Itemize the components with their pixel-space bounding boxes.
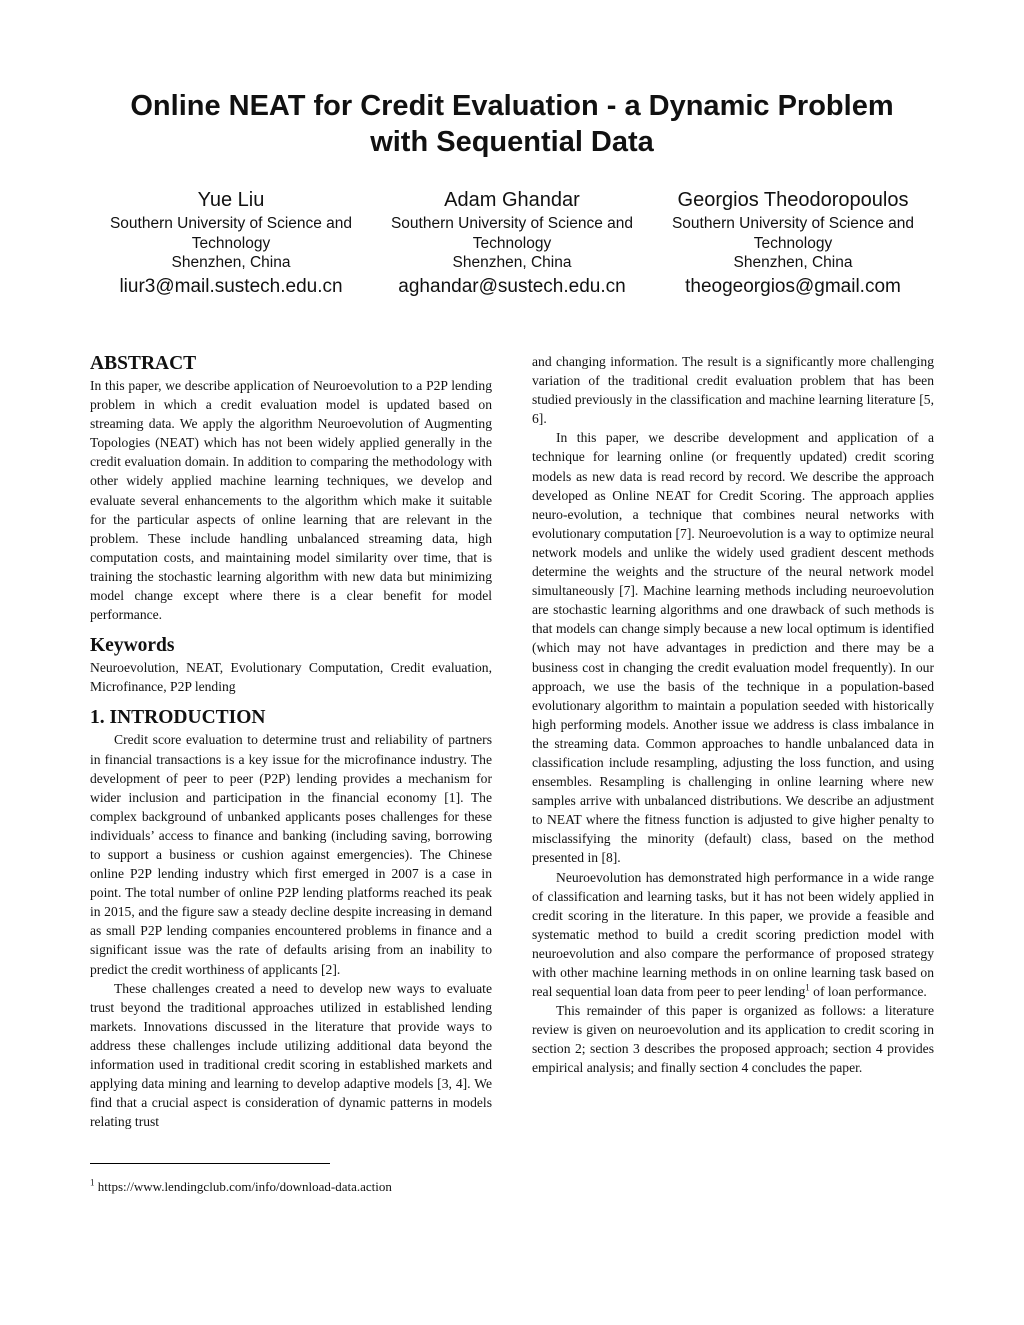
author-block: [648, 186, 938, 300]
author-email: theogeorgios@gmail.com: [685, 275, 901, 297]
keywords-text: Neuroevolution, NEAT, Evolutionary Computation, Credit evaluation, Microfinance, P2P lending: [90, 660, 492, 695]
author-name: Georgios Theodoropoulos: [677, 189, 909, 211]
abstract-text: In this paper, we describe application of Neuroevolution to a P2P lending problem in which a credit evaluation model is updated based on streaming data. We apply the algorithm Neuroevolution of Augmenting Topologies (NEAT) which has not been widely applied generally in the credit evaluation domain. In addition to comparing the methodology with other widely applied machine learning techniques, we develop and evaluate several enhancements to the algorithm which make it suitable for the particular aspects of online learning that are relevant in the problem. These include handling unbalanced streaming data, high computation costs, and maintaining model similarity over time, that is training the stochastic learning algorithm with new data but minimizing model change except where there is a clear benefit for model performance.: [90, 378, 492, 623]
intro-paragraph: Credit score evaluation to determine trust and reliability of partners in financial transactions is a key issue for the microfinance industry. The development of peer to peer (P2P) lending provides a mechanism for wider inclusion and participation in the financial economy [1]. The complex background of unbanked applicants poses challenges for these individuals’ access to finance and banking (including saving, borrowing to support a business or cushion against emergencies). The Chinese online P2P lending industry which first emerged in 2007 is a case in point. The total number of online P2P lending platforms reached its peak in 2015, and the figure saw a steady decline despite increasing in demand as small P2P lending companies encountered problems in finance and a significant issue was the rate of defaults arising from an inability to predict the credit worthiness of applicants [2].: [90, 732, 492, 977]
author-name: Yue Liu: [197, 189, 265, 211]
abstract-heading: ABSTRACT: [90, 353, 197, 374]
paragraph-text-end: of loan performance.: [809, 984, 927, 1000]
author-affiliation-cont: Technology: [191, 234, 271, 252]
paper-title: [80, 88, 944, 160]
author-city: Shenzhen, China: [452, 254, 572, 271]
keywords-heading: Keywords: [90, 635, 175, 657]
right-column: [532, 352, 934, 1078]
intro-paragraph: [532, 868, 934, 1002]
title-line-1: Online NEAT for Credit Evaluation - a Dynamic Problem: [130, 90, 894, 122]
author-email: liur3@mail.sustech.edu.cn: [119, 275, 343, 297]
intro-paragraph: These challenges created a need to develop new ways to evaluate trust beyond the traditional approaches utilized in established lending markets. Innovations discussed in the literature that provide ways to address these challenges include utilizing additional data beyond the information used in traditional credit scoring in established markets and applying data mining and learning to develop adaptive models [3, 4]. We find that a crucial aspect is consideration of dynamic patterns in models relating trust: [90, 980, 492, 1130]
footnote: [90, 1178, 392, 1196]
intro-paragraph: This remainder of this paper is organized as follows: a literature review is given on neuroevolution and its application to credit scoring in section 2; section 3 describes the proposed approach; section 4 provides empirical analysis; and finally section 4 concludes the paper.: [532, 1003, 934, 1076]
footnote-marker: 1: [90, 1177, 95, 1188]
author-block: [86, 186, 376, 300]
author-affiliation: Southern University of Science and: [390, 215, 634, 232]
title-line-2: with Sequential Data: [370, 126, 654, 158]
author-city: Shenzhen, China: [171, 254, 291, 271]
paragraph-text: Neuroevolution has demonstrated high performance in a wide range of classification and learning tasks, but it has not been widely applied in credit scoring in the literature. In this paper, we provide a feasible and systematic method to build a credit scoring prediction model with neuroevolution and also compare the performance of proposed strategy with other machine learning methods in on online learning task based on real sequential loan data from peer to peer lending: [532, 869, 934, 1000]
author-affiliation: Southern University of Science and: [671, 215, 915, 232]
intro-paragraph-continued: and changing information. The result is a significantly more challenging variation of the traditional credit evaluation problem that has been studied previously in the classification and machine learning literature [5, 6].: [532, 354, 934, 427]
author-city: Shenzhen, China: [733, 254, 853, 271]
author-email: aghandar@sustech.edu.cn: [398, 275, 626, 297]
left-column: [90, 352, 492, 1131]
author-block: [367, 186, 657, 300]
author-affiliation-cont: Technology: [472, 234, 552, 252]
footnote-reference: 1: [805, 982, 810, 993]
author-affiliation-cont: Technology: [753, 234, 833, 252]
author-affiliation: Southern University of Science and: [109, 215, 353, 232]
footnote-divider: [90, 1163, 330, 1164]
author-name: Adam Ghandar: [444, 189, 580, 211]
footnote-url: https://www.lendingclub.com/info/download-data.action: [94, 1179, 392, 1194]
introduction-heading: 1. INTRODUCTION: [90, 707, 266, 729]
intro-paragraph: In this paper, we describe development and application of a technique for learning online (or frequently updated) credit scoring models as new data is read record by record. We describe the approach developed as Online NEAT for Credit Scoring. The approach applies neuro-evolution, a technique that combines neural networks with evolutionary computation [7]. Neuroevolution is a way to optimize neural network models and unlike the widely used gradient descent methods determine the weights and the structure of the neural network model simultaneously [7]. Machine learning methods including neuroevolution are stochastic learning algorithms and one drawback of such methods is that models can change simply because a new local optimum is identified (which may not have advantages in prediction and there may be a business cost in changing the credit evaluation model frequently). In our approach, we use the basis of the technique in a population-based evolutionary algorithm to maintain a population seeded with historically high performing models. Another issue we address is class imbalance in the streaming data. Common approaches to handle unbalanced data in classification include resampling, adjusting the loss function, and using ensembles. Resampling is challenging in online learning where new samples arrive with unbalanced distributions. We describe an adjustment to NEAT where the fitness function is adjusted to give higher penalty to misclassifying the minority (default) class, based on the method presented in [8].: [532, 430, 934, 866]
